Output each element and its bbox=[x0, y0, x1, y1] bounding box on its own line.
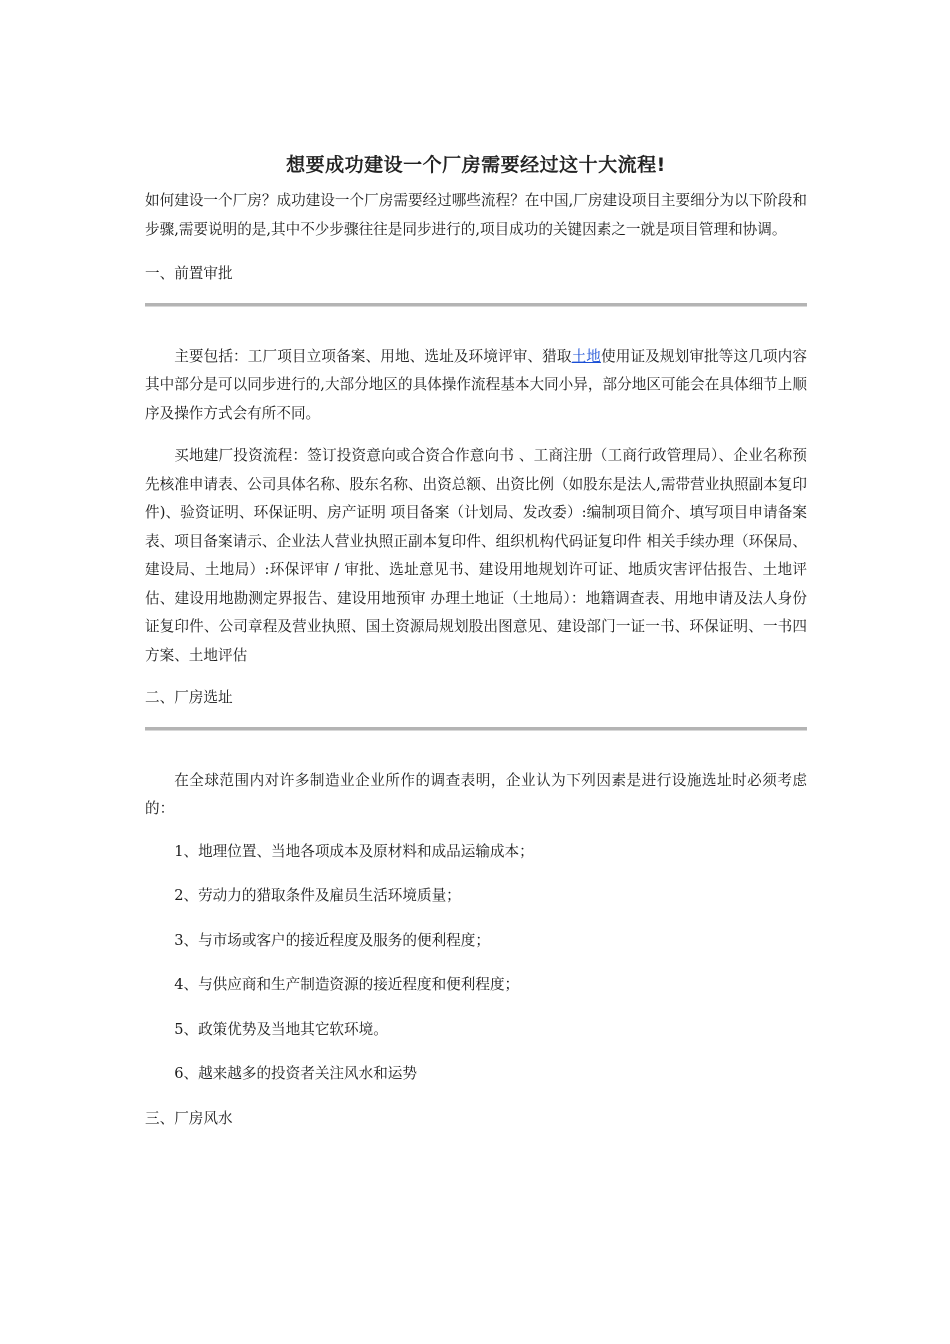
section1-paragraph-2: 买地建厂投资流程：签订投资意向或合资合作意向书 、工商注册（工商行政管理局）、企业名称预先核准申请表、公司具体名称、股东名称、出资总额、出资比例（如股东是法人,需带营业执照副本复印件)、验资证明、环保证明、房产证明 项目备案（计划局、发改委）:编制项目简介、填写项目申请备案表、项目备案请示、企业法人营业执照正副本复印件、组织机构代码证复印件 相关手续办理（环保局、建设局、土地局）:环保评审 / 审批、选址意见书、建设用地规划许可证、地质灾害评估报告、土地评估、建设用地勘测定界报告、建设用地预审 办理土地证（土地局）：地籍调查表、用地申请及法人身份证复印件、公司章程及营业执照、国土资源局规划股出图意见、建设部门一证一书、环保证明、一书四方案、土地评估 bbox=[145, 447, 807, 664]
document-title: 想要成功建设一个厂房需要经过这十大流程! bbox=[286, 154, 666, 176]
list-item: 2、劳动力的猎取条件及雇员生活环境质量； bbox=[174, 887, 461, 904]
list-item: 5、政策优势及当地其它软环境。 bbox=[174, 1020, 388, 1038]
list-item: 3、与市场或客户的接近程度及服务的便利程度； bbox=[174, 931, 490, 949]
list-item: 4、与供应商和生产制造资源的接近程度和便利程度； bbox=[174, 976, 520, 993]
intro-paragraph: 如何建设一个厂房？成功建设一个厂房需要经过哪些流程？在中国,厂房建设项目主要细分为以下阶段和步骤,需要说明的是,其中不少步骤往往是同步进行的,项目成功的关键因素之一就是项目管理和协调。 bbox=[145, 192, 807, 238]
list-item: 6、越来越多的投资者关注风水和运势 bbox=[174, 1065, 417, 1082]
section-heading-2: 二、厂房选址 bbox=[145, 689, 233, 706]
document-page bbox=[145, 150, 807, 1133]
section1-p1-text-after: 使用证及规划审批等这几项内容其中部分是可以同步进行的,大部分地区的具体操作流程基本大同小异，部分地区可能会在具体细节上顺序及操作方式会有所不同。 bbox=[145, 347, 807, 422]
land-link[interactable]: 土地 bbox=[571, 347, 602, 365]
section-divider-1 bbox=[145, 303, 807, 307]
section1-paragraph-1 bbox=[145, 343, 807, 429]
section2-paragraph-1: 在全球范围内对许多制造业企业所作的调查表明，企业认为下列因素是进行设施选址时必须考虑的： bbox=[145, 771, 807, 817]
section-heading-1: 一、前置审批 bbox=[145, 265, 233, 282]
section1-p1-text-before: 主要包括：工厂项目立项备案、用地、选址及环境评审、猎取 bbox=[174, 347, 572, 365]
section-heading-3: 三、厂房风水 bbox=[145, 1109, 233, 1127]
location-factors-list bbox=[145, 838, 807, 1089]
list-item: 1、地理位置、当地各项成本及原材料和成品运输成本； bbox=[174, 842, 534, 860]
section-divider-2 bbox=[145, 727, 807, 731]
